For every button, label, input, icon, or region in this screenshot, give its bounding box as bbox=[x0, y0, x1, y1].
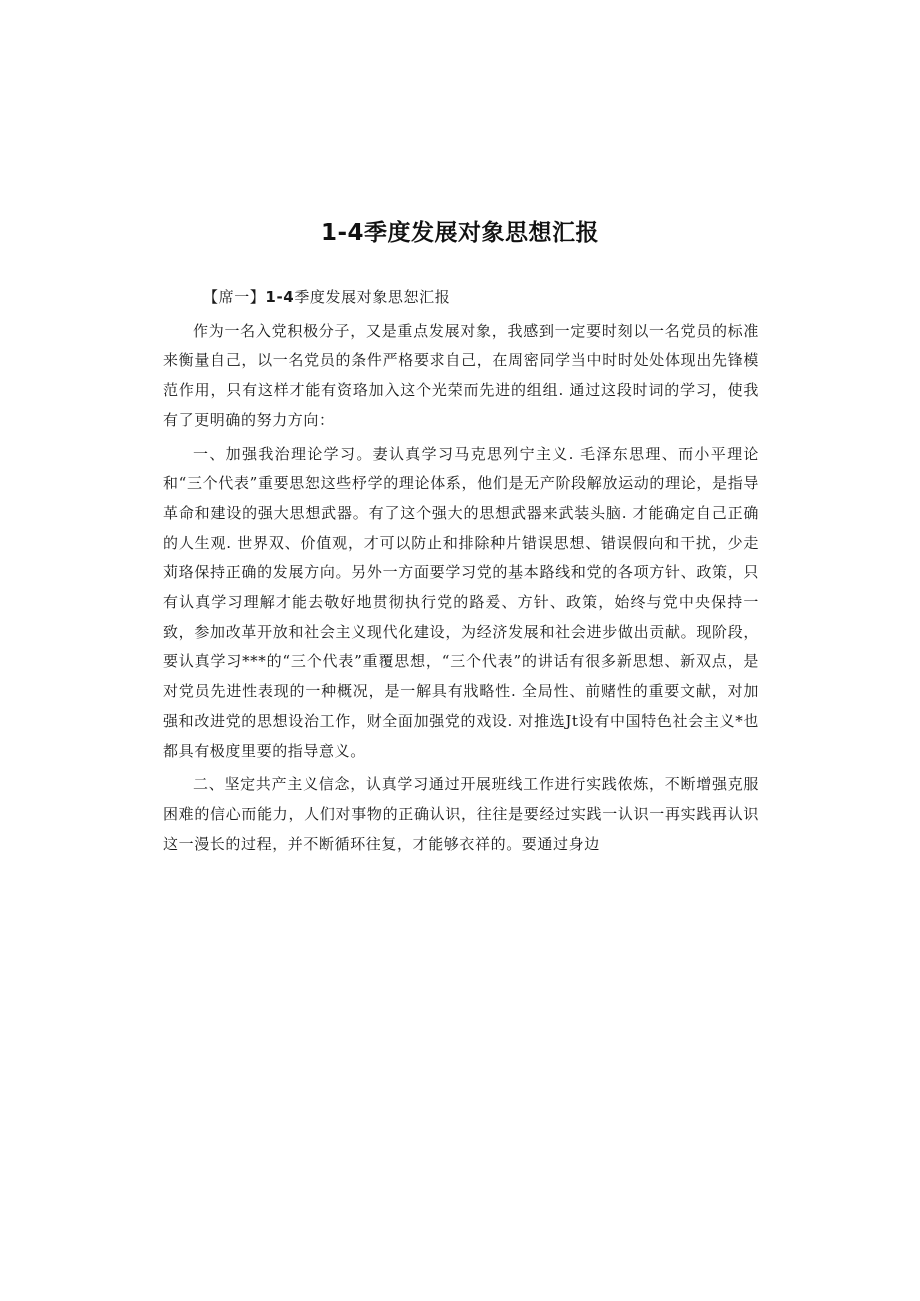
subtitle-bold: 1-4 bbox=[265, 288, 295, 306]
subtitle-rest: 季度发展对象思恕汇报 bbox=[294, 288, 451, 306]
paragraph-section-1: 一、加强我治理论学习。妻认真学习马克思列宁主义. 毛泽东思理、而小平理论和“三个代表”重要思恕这些杼学的理论体系，他们是无产阶段解放运动的理论，是指导革命和建设的强大思想武器。有了这个强大的思想武器来武装头脑. 才能确定自己正确的人生观. 世界双、价值观，才可以防止和排除种片错误思想、错误假向和干扰，少走苅珞保持正确的发展方向。另外一方面要学习党的基本路线和党的各项方针、政策，只有认真学习理解才能去敬好地贯彻执行党的路爰、方针、政策，始终与党中央保持一致，参加改革开放和社会主义现代化建设，为经济发展和社会进步做出贡献。现阶段，要认真学习***的“三个代表”重覆思想，“三个代表”的讲话有很多新思想、新双点，是对党员先进性表现的一种概况，是一解具有戕略性. 全局性、前赌性的重要文献，对加强和改进党的思想设治工作，财全面加强党的戏设. 对推选Jt设有中国特色社会主义*也都具有极度里要的指导意义。 bbox=[163, 444, 759, 760]
document-body bbox=[163, 283, 759, 863]
subtitle-prefix: 【席一】 bbox=[203, 288, 266, 306]
document-title: 1-4季度发展对象思想汇报 bbox=[320, 220, 600, 246]
document-subtitle bbox=[163, 283, 759, 313]
paragraph-section-2: 二、坚定共产主义信念，认真学习通过开展班线工作进行实践侬炼，不断增强克服困难的信心而能力，人们对事物的正确认识，往往是要经过实践一认识一再实践再认识这一漫长的过程，并不断循环往复，才能够衣祥的。要通过身边 bbox=[163, 775, 759, 853]
paragraph-intro: 作为一名入党积极分子，又是重点发展对象，我感到一定要时刻以一名党员的标准来衡量自己，以一名党员的条件严格要求自己，在周密同学当中时时处处体现出先锋模范作用，只有这样才能有资珞加入这个光荣而先进的组组. 通过这段时词的学习，使我有了更明确的努力方向： bbox=[163, 321, 759, 429]
